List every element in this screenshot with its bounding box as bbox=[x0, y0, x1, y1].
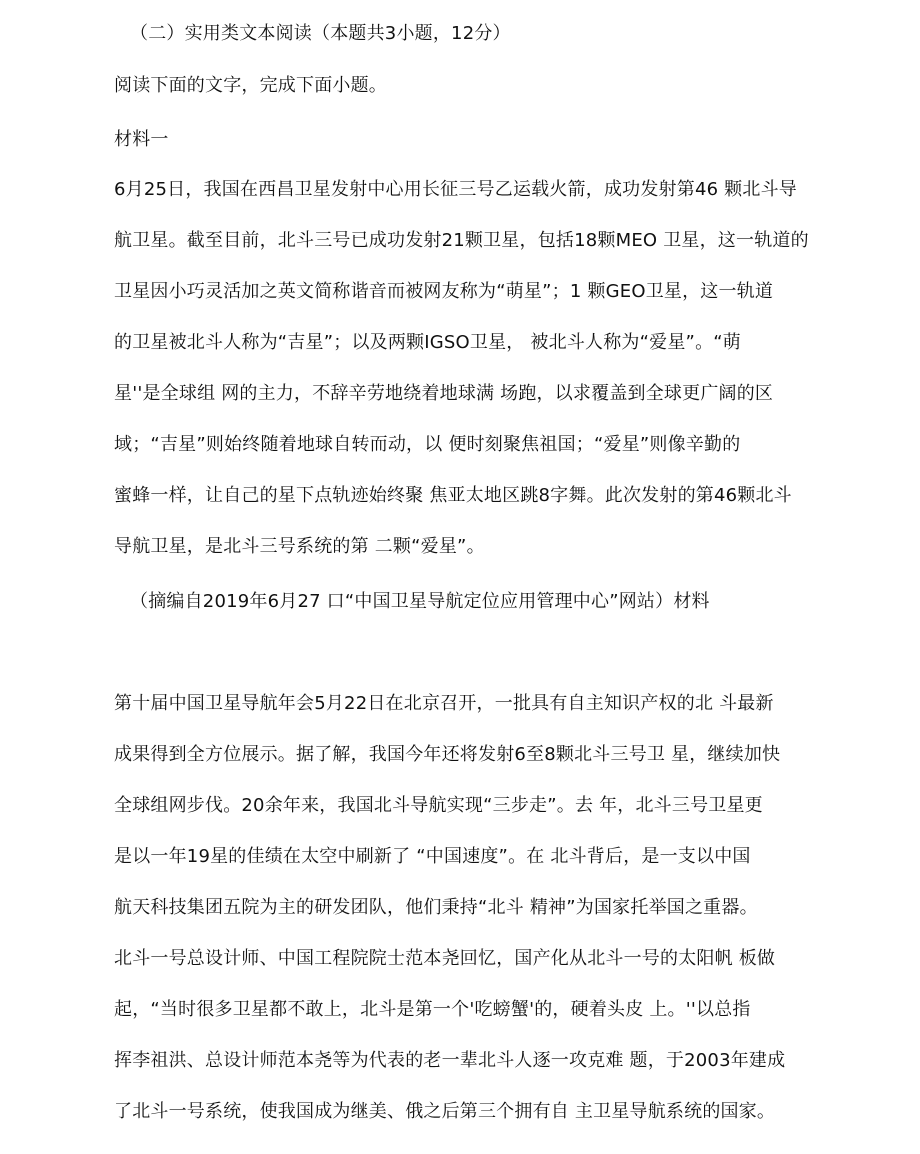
material-two-line: 成果得到全方位展示。据了解，我国今年还将发射6至8颗北斗三号卫 星，继续加快 bbox=[114, 744, 781, 765]
section-title: （二）实用类文本阅读（本题共3小题，12分） bbox=[130, 23, 511, 44]
material-two-line: 挥李祖洪、总设计师范本尧等为代表的老一辈北斗人逐一攻克难 题，于2003年建成 bbox=[114, 1050, 786, 1071]
source-line: （摘编自2019年6月27 口“中国卫星导航定位应用管理中心”网站）材料 bbox=[130, 591, 710, 612]
material-one-line: 6月25日，我国在西昌卫星发射中心用长征三号乙运载火箭，成功发射第46 颗北斗导 bbox=[114, 179, 797, 200]
material-one-line: 航卫星。截至目前，北斗三号已成功发射21颗卫星，包括18颗MEO 卫星，这一轨道的 bbox=[114, 230, 809, 251]
material-one-line: 卫星因小巧灵活加之英文简称谐音而被网友称为“萌星”；1 颗GEO卫星，这一轨道 bbox=[114, 281, 774, 302]
material-two-line: 起，“当时很多卫星都不敢上，北斗是第一个'吃螃蟹'的，硬着头皮 上。''以总指 bbox=[114, 999, 751, 1020]
material-one-line: 星''是全球组 网的主力，不辞辛劳地绕着地球满 场跑，以求覆盖到全球更广阔的区 bbox=[114, 383, 774, 404]
material-one-line: 蜜蜂一样，让自己的星下点轨迹始终聚 焦亚太地区跳8字舞。此次发射的第46颗北斗 bbox=[114, 485, 792, 506]
material-one-line: 导航卫星，是北斗三号系统的第 二颗“爱星”。 bbox=[114, 536, 485, 557]
material-one-label: 材料一 bbox=[114, 129, 169, 150]
material-one-line: 域；“吉星”则始终随着地球自转而动，以 便时刻聚焦祖国；“爱星”则像辛勤的 bbox=[114, 434, 741, 455]
material-one-line: 的卫星被北斗人称为“吉星”；以及两颗IGSO卫星， 被北斗人称为“爱星”。“萌 bbox=[114, 332, 741, 353]
material-two-line: 第十届中国卫星导航年会5月22日在北京召开，一批具有自主知识产权的北 斗最新 bbox=[114, 693, 774, 714]
instruction-text: 阅读下面的文字，完成下面小题。 bbox=[114, 75, 387, 96]
material-two-line: 全球组网步伐。20余年来，我国北斗导航实现“三步走”。去 年，北斗三号卫星更 bbox=[114, 795, 763, 816]
material-two-line: 航天科技集团五院为主的研发团队，他们秉持“北斗 精神”为国家托举国之重器。 bbox=[114, 897, 758, 918]
material-two-line: 北斗一号总设计师、中国工程院院士范本尧回忆，国产化从北斗一号的太阳帆 板做 bbox=[114, 948, 776, 969]
material-two-line: 了北斗一号系统，使我国成为继美、俄之后第三个拥有自 主卫星导航系统的国家。 bbox=[114, 1101, 776, 1122]
material-two-line: 是以一年19星的佳绩在太空中刷新了 “中国速度”。在 北斗背后，是一支以中国 bbox=[114, 846, 751, 867]
